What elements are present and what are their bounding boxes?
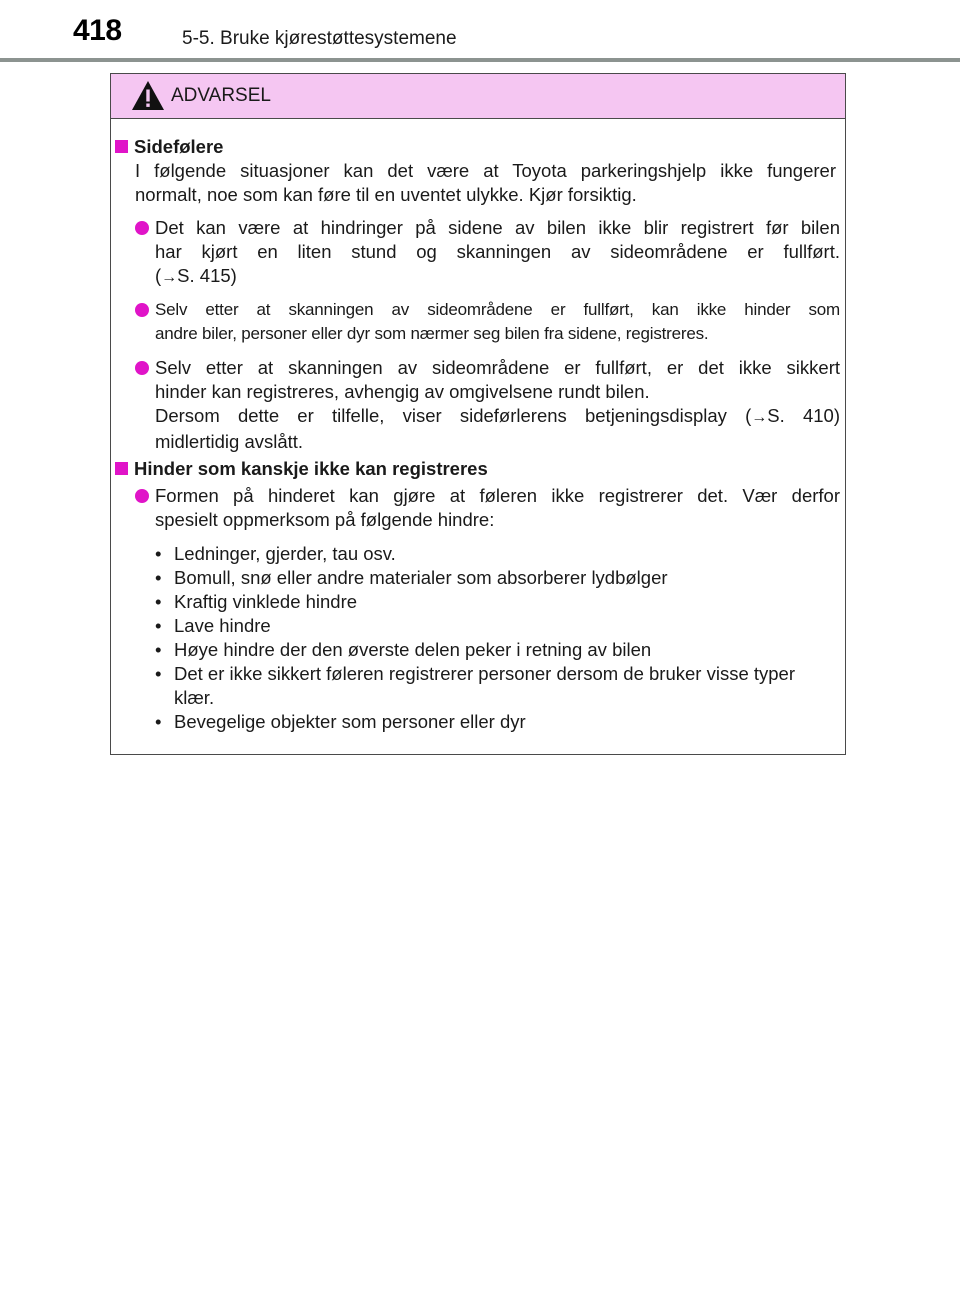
section-heading-text: Hinder som kanskje ikke kan registreres xyxy=(134,458,488,479)
bullet-line: andre biler, personer eller dyr som nærmer seg bilen fra sidene, registreres. xyxy=(155,324,709,343)
circle-bullet-icon xyxy=(135,489,149,503)
warning-box xyxy=(110,73,846,755)
warning-body xyxy=(111,120,845,754)
bullet-line: Det kan være at hindringer på sidene av bilen ikke blir registrert før bilen xyxy=(155,217,840,238)
header-rule xyxy=(0,58,960,62)
obstacle-list xyxy=(155,542,840,734)
arrow-right-icon: → xyxy=(161,269,178,286)
bullet-line: midlertidig avslått. xyxy=(155,431,304,452)
bullet-line: Selv etter at skanningen av sideområdene er fullført, er det ikke sikkert xyxy=(155,357,840,378)
page-number: 418 xyxy=(73,14,122,47)
bullet-item xyxy=(135,484,840,532)
list-item: • Det er ikke sikkert føleren registrerer personer dersom de bruker visse typer klær. xyxy=(155,663,795,708)
bullet-ref-line: (→S. 415) xyxy=(155,265,237,286)
warning-triangle-icon xyxy=(131,80,165,111)
page-reference: S. 415) xyxy=(177,265,237,286)
bullet-line-text: Dersom dette er tilfelle, viser sideførlerens betjeningsdisplay ( xyxy=(155,405,752,426)
bullet-line: Selv etter at skanningen av sideområdene er fullført, kan ikke hinder som xyxy=(155,300,840,319)
bullet-line: hinder kan registreres, avhengig av omgivelsene rundt bilen. xyxy=(155,381,650,402)
circle-bullet-icon xyxy=(135,361,149,375)
bullet-item xyxy=(135,298,840,346)
bullet-item xyxy=(135,216,840,290)
intro-line: I følgende situasjoner kan det være at Toyota parkeringshjelp ikke fungerer xyxy=(135,160,836,181)
section-heading-hinder xyxy=(115,457,488,481)
list-item: • Bomull, snø eller andre materialer som absorberer lydbølger xyxy=(155,567,668,588)
warning-title: ADVARSEL xyxy=(171,85,271,106)
square-bullet-icon xyxy=(115,140,128,153)
list-item: • Høye hindre der den øverste delen peker i retning av bilen xyxy=(155,639,652,660)
list-item: • Kraftig vinklede hindre xyxy=(155,591,358,612)
section-heading-sidefolere xyxy=(115,135,223,159)
list-item: • Bevegelige objekter som personer eller dyr xyxy=(155,711,526,732)
bullet-line: spesielt oppmerksom på følgende hindre: xyxy=(155,509,495,530)
page-reference: S. 410) xyxy=(767,405,840,426)
intro-line: normalt, noe som kan føre til en uventet ulykke. Kjør forsiktig. xyxy=(135,184,637,205)
bullet-ref-line xyxy=(155,404,840,430)
square-bullet-icon xyxy=(115,462,128,475)
bullet-line: Formen på hinderet kan gjøre at føleren ikke registrerer det. Vær derfor xyxy=(155,485,840,506)
list-item: • Lave hindre xyxy=(155,615,271,636)
section-title: 5-5. Bruke kjørestøttesystemene xyxy=(182,28,457,49)
list-item: • Ledninger, gjerder, tau osv. xyxy=(155,543,396,564)
section-heading-text: Sidefølere xyxy=(134,136,224,157)
intro-paragraph xyxy=(135,159,836,207)
circle-bullet-icon xyxy=(135,303,149,317)
arrow-right-icon: → xyxy=(751,409,768,426)
circle-bullet-icon xyxy=(135,221,149,235)
warning-header xyxy=(111,74,845,119)
bullet-item xyxy=(135,356,840,454)
bullet-line: har kjørt en liten stund og skanningen av sideområdene er fullført. xyxy=(155,241,840,262)
